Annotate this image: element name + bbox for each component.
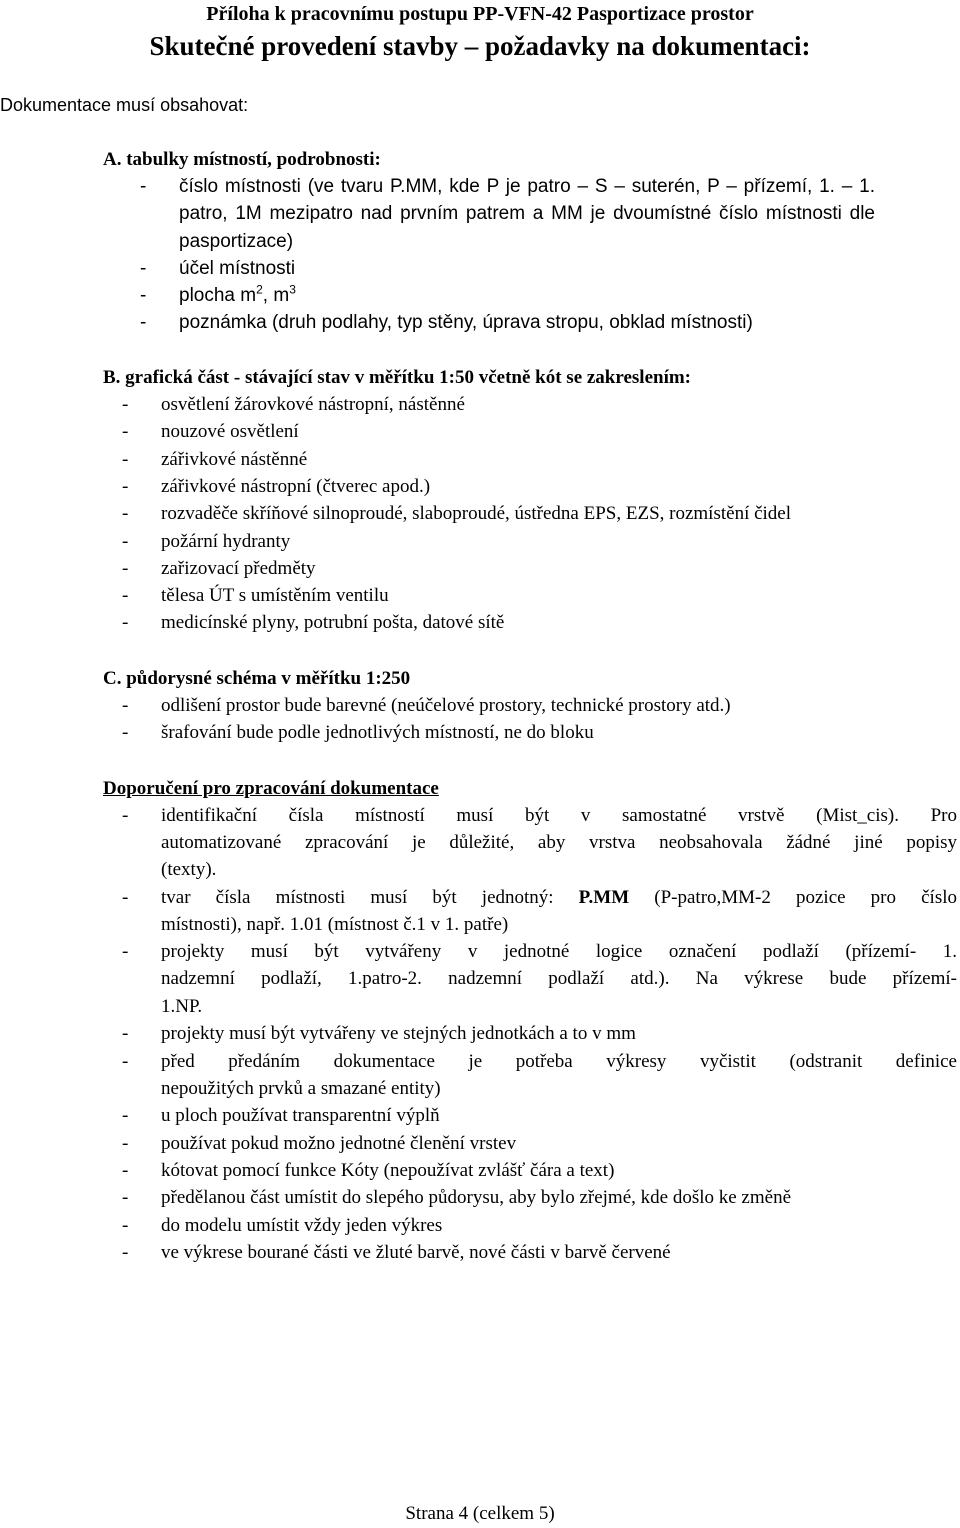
- section-a-item-1-line3: pasportizace): [179, 231, 294, 252]
- recommendation-5-line1: před předáním dokumentace je potřeba výkresy vyčistit (odstranit definice: [161, 1051, 957, 1072]
- volume-label: , m: [262, 285, 290, 306]
- bullet-dash: -: [122, 557, 129, 579]
- recommendation-6: u ploch používat transparentní výplň: [161, 1105, 440, 1126]
- volume-exponent: 3: [289, 282, 296, 297]
- section-a-item-4: poznámka (druh podlahy, typ stěny, úprava stropu, obklad místnosti): [179, 312, 753, 333]
- section-a-heading: A. tabulky místností, podrobnosti:: [103, 149, 381, 170]
- recommendation-2-post: (P-patro,MM-2 pozice pro číslo: [629, 887, 957, 908]
- section-b-item-2: nouzové osvětlení: [161, 421, 299, 443]
- bullet-dash: -: [122, 1187, 129, 1208]
- bullet-dash: -: [122, 475, 129, 497]
- section-a-item-2: účel místnosti: [179, 258, 296, 279]
- section-b-item-7: zařizovací předměty: [161, 557, 316, 579]
- section-a-item-1-line2: patro, 1M mezipatro nad prvním patrem a MM je dvoumístné číslo místnosti dle: [179, 203, 875, 224]
- recommendation-4: projekty musí být vytvářeny ve stejných jednotkách a to v mm: [161, 1023, 636, 1044]
- recommendation-1-line2: automatizované zpracování je důležité, aby vrstva neobsahovala žádné jiné popisy: [161, 832, 957, 853]
- bullet-dash: -: [122, 503, 129, 525]
- bullet-dash: -: [122, 1160, 129, 1181]
- page-title: Skutečné provedení stavby – požadavky na dokumentaci:: [149, 31, 811, 61]
- recommendation-2-line1: [161, 884, 957, 911]
- page-number: Strana 4 (celkem 5): [405, 1503, 555, 1524]
- bullet-dash: -: [122, 722, 129, 744]
- bullet-dash: -: [122, 1242, 129, 1263]
- recommendation-11: ve výkrese bourané části ve žluté barvě, nové části v barvě červené: [161, 1242, 671, 1263]
- bullet-dash: -: [122, 887, 129, 908]
- recommendation-8: kótovat pomocí funkce Kóty (nepoužívat zvlášť čára a text): [161, 1160, 615, 1181]
- section-c-heading: C. půdorysné schéma v měřítku 1:250: [103, 668, 411, 689]
- bullet-dash: -: [122, 941, 129, 962]
- bullet-dash: -: [140, 176, 147, 197]
- recommendation-10: do modelu umístit vždy jeden výkres: [161, 1215, 443, 1236]
- recommendation-2-line2: místnosti), např. 1.01 (místnost č.1 v 1. patře): [161, 914, 509, 935]
- section-b-item-5: rozvaděče skříňové silnoproudé, slaboproudé, ústředna EPS, EZS, rozmístění čidel: [161, 503, 792, 525]
- recommendation-1-line3: (texty).: [161, 859, 217, 880]
- bullet-dash: -: [140, 258, 147, 279]
- bullet-dash: -: [140, 312, 147, 333]
- bullet-dash: -: [122, 448, 129, 470]
- bullet-dash: -: [122, 805, 129, 826]
- bullet-dash: -: [122, 394, 129, 415]
- section-c-item-1: odlišení prostor bude barevné (neúčelové prostory, technické prostory atd.): [161, 695, 731, 716]
- section-b-item-1: osvětlení žárovkové nástropní, nástěnné: [161, 394, 465, 415]
- section-b-item-6: požární hydranty: [161, 530, 291, 552]
- bullet-dash: -: [122, 421, 129, 443]
- area-exponent: 2: [256, 282, 263, 297]
- recommendations-heading: Doporučení pro zpracování dokumentace: [103, 778, 439, 799]
- bullet-dash: -: [122, 1023, 129, 1044]
- recommendation-3-line3: 1.NP.: [161, 996, 203, 1017]
- bullet-dash: -: [122, 530, 129, 552]
- bullet-dash: -: [122, 1051, 129, 1072]
- bullet-dash: -: [122, 612, 129, 634]
- recommendation-1-line1: identifikační čísla místností musí být v samostatné vrstvě (Mist_cis). Pro: [161, 805, 957, 826]
- area-label: plocha m: [179, 285, 257, 306]
- bullet-dash: -: [122, 585, 129, 607]
- recommendation-9: předělanou část umístit do slepého půdorysu, aby bylo zřejmé, kde došlo ke změně: [161, 1187, 792, 1208]
- recommendation-3-line1: projekty musí být vytvářeny v jednotné logice označení podlaží (přízemí- 1.: [161, 941, 957, 962]
- recommendation-5-line2: nepoužitých prvků a smazané entity): [161, 1078, 441, 1099]
- attachment-line: Příloha k pracovnímu postupu PP-VFN-42 Pasportizace prostor: [206, 3, 754, 25]
- bullet-dash: -: [122, 695, 129, 716]
- section-b-item-9: medicínské plyny, potrubní pošta, datové sítě: [161, 612, 505, 634]
- section-b-item-3: zářivkové nástěnné: [161, 448, 308, 470]
- recommendation-2-pre: tvar čísla místnosti musí být jednotný:: [161, 887, 579, 908]
- section-a-item-3: [179, 282, 296, 309]
- section-b-item-8: tělesa ÚT s umístěním ventilu: [161, 585, 389, 607]
- recommendation-7: používat pokud možno jednotné členění vrstev: [161, 1133, 517, 1154]
- section-c-item-2: šrafování bude podle jednotlivých místností, ne do bloku: [161, 722, 594, 744]
- section-b-item-4: zářivkové nástropní (čtverec apod.): [161, 475, 431, 497]
- bullet-dash: -: [122, 1215, 129, 1236]
- recommendation-2-format: P.MM: [578, 887, 630, 908]
- intro-text: Dokumentace musí obsahovat:: [0, 95, 249, 115]
- recommendation-3-line2: nadzemní podlaží, 1.patro-2. nadzemní podlaží atd.). Na výkrese bude přízemí-: [161, 968, 957, 989]
- bullet-dash: -: [122, 1133, 129, 1154]
- bullet-dash: -: [140, 285, 147, 306]
- bullet-dash: -: [122, 1105, 129, 1126]
- section-a-item-1-line1: číslo místnosti (ve tvaru P.MM, kde P je patro – S – suterén, P – přízemí, 1. – 1.: [179, 176, 875, 197]
- section-b-heading: B. grafická část - stávající stav v měřítku 1:50 včetně kót se zakreslením:: [103, 367, 692, 388]
